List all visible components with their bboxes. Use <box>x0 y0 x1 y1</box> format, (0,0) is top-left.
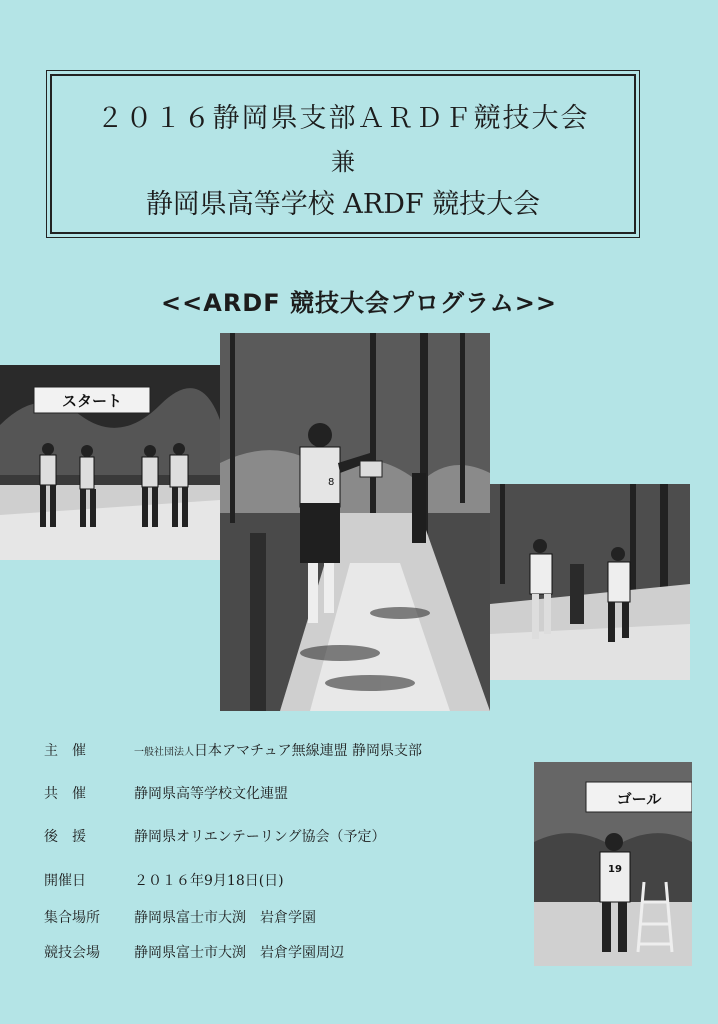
forest-path-photo <box>220 333 490 711</box>
program-subtitle: <<ARDF 競技大会プログラム>> <box>161 289 557 317</box>
info-row-organizer <box>44 740 423 760</box>
info-row-date <box>44 870 284 890</box>
info-value: ２０１６年9月18日(日) <box>134 873 284 889</box>
title-line-1: ２０１６静岡県支部ＡＲＤＦ競技大会 <box>96 103 590 134</box>
info-value: 静岡県高等学校文化連盟 <box>134 786 288 802</box>
start-banner-text: スタート <box>61 392 123 410</box>
info-value <box>134 740 422 760</box>
info-value: 静岡県富士市大渕 岩倉学園周辺 <box>134 945 344 961</box>
info-prefix: 一般社団法人 <box>134 747 194 758</box>
info-label: 共 催 <box>44 786 86 802</box>
info-label: 主 催 <box>44 743 86 759</box>
info-label: 競技会場 <box>44 945 100 961</box>
title-line-3: 静岡県高等学校 ARDF 競技大会 <box>145 189 541 220</box>
start-photo <box>0 365 220 560</box>
info-value: 静岡県オリエンテーリング協会（予定） <box>134 829 386 845</box>
svg-text:8: 8 <box>328 477 335 488</box>
info-label: 集合場所 <box>44 910 100 926</box>
info-row-co-organizer <box>44 783 288 803</box>
info-value-text: 日本アマチュア無線連盟 静岡県支部 <box>194 743 423 759</box>
title-line-2: 兼 <box>331 148 355 176</box>
goal-banner-text: ゴール <box>616 790 662 808</box>
title-box <box>50 74 636 234</box>
info-row-meeting-place <box>44 907 316 927</box>
info-label: 後 援 <box>44 829 86 845</box>
info-row-sponsor <box>44 826 386 846</box>
info-row-venue <box>44 942 344 962</box>
info-value: 静岡県富士市大渕 岩倉学園 <box>134 910 316 926</box>
goal-photo <box>534 762 692 966</box>
info-label: 開催日 <box>44 873 86 889</box>
runner-bib-number: 19 <box>608 864 622 875</box>
runners-photo <box>490 484 690 680</box>
